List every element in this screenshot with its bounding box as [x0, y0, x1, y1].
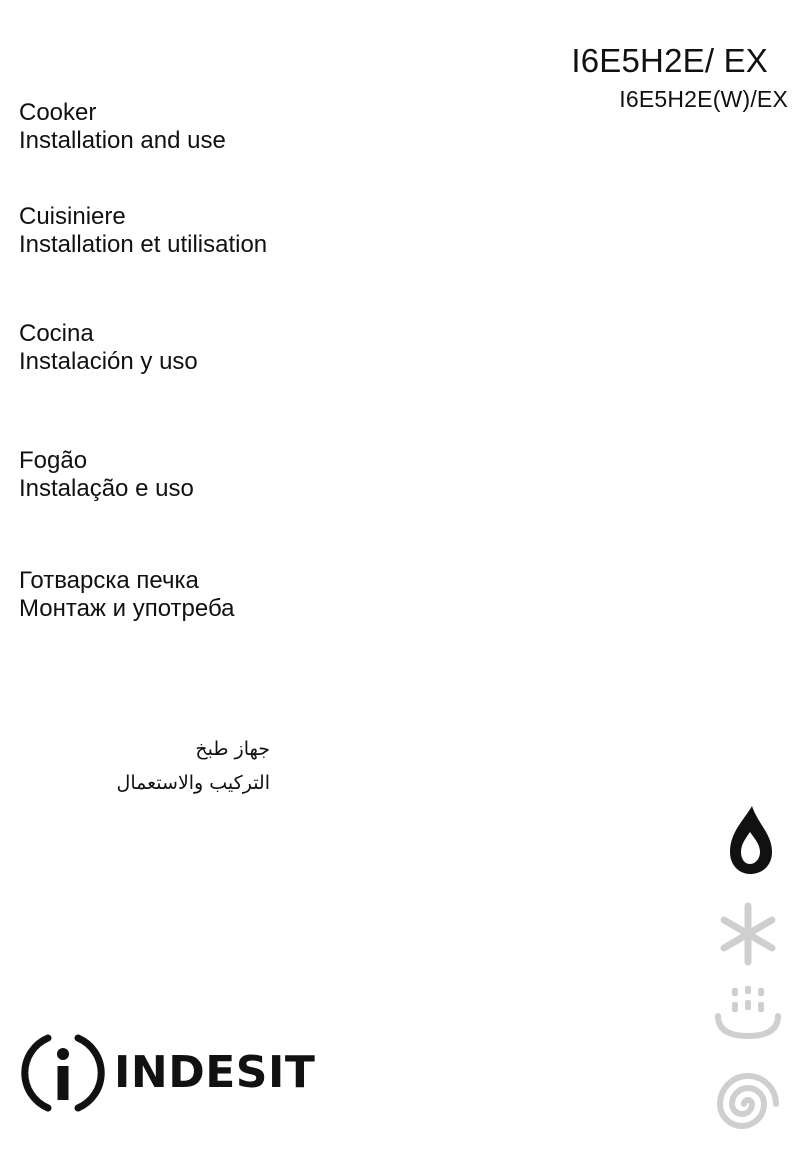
language-block-pt — [19, 447, 194, 503]
subtitle-en: Installation and use — [19, 127, 226, 154]
subtitle-ar: التركيب والاستعمال — [116, 772, 270, 794]
title-fr: Cuisiniere — [19, 203, 126, 230]
function-icons — [708, 800, 788, 1160]
title-es: Cocina — [19, 320, 94, 347]
model-number-secondary: I6E5H2E(W)/EX — [619, 86, 788, 112]
title-ar: جهاز طبخ — [195, 738, 270, 760]
flame-icon — [708, 800, 788, 880]
snowflake-icon — [708, 900, 788, 970]
language-block-bg — [19, 567, 235, 623]
brand-name: INDESIT — [114, 1047, 316, 1098]
title-pt: Fogão — [19, 447, 88, 474]
subtitle-fr: Installation et utilisation — [19, 231, 268, 258]
indesit-logo-icon — [18, 1028, 108, 1118]
brand-logo — [18, 1028, 315, 1118]
steam-icon — [708, 980, 788, 1050]
subtitle-es: Instalación y uso — [19, 348, 198, 375]
title-bg: Готварска печка — [19, 567, 199, 594]
language-block-en — [19, 99, 226, 155]
subtitle-bg: Монтаж и употреба — [19, 595, 235, 622]
title-en: Cooker — [19, 99, 97, 126]
language-block-fr — [19, 203, 267, 259]
model-number-primary: I6E5H2E/ EX — [571, 42, 768, 79]
language-block-ar — [60, 732, 270, 800]
swirl-icon — [708, 1064, 788, 1144]
language-block-es — [19, 320, 198, 376]
subtitle-pt: Instalação e uso — [19, 475, 194, 502]
